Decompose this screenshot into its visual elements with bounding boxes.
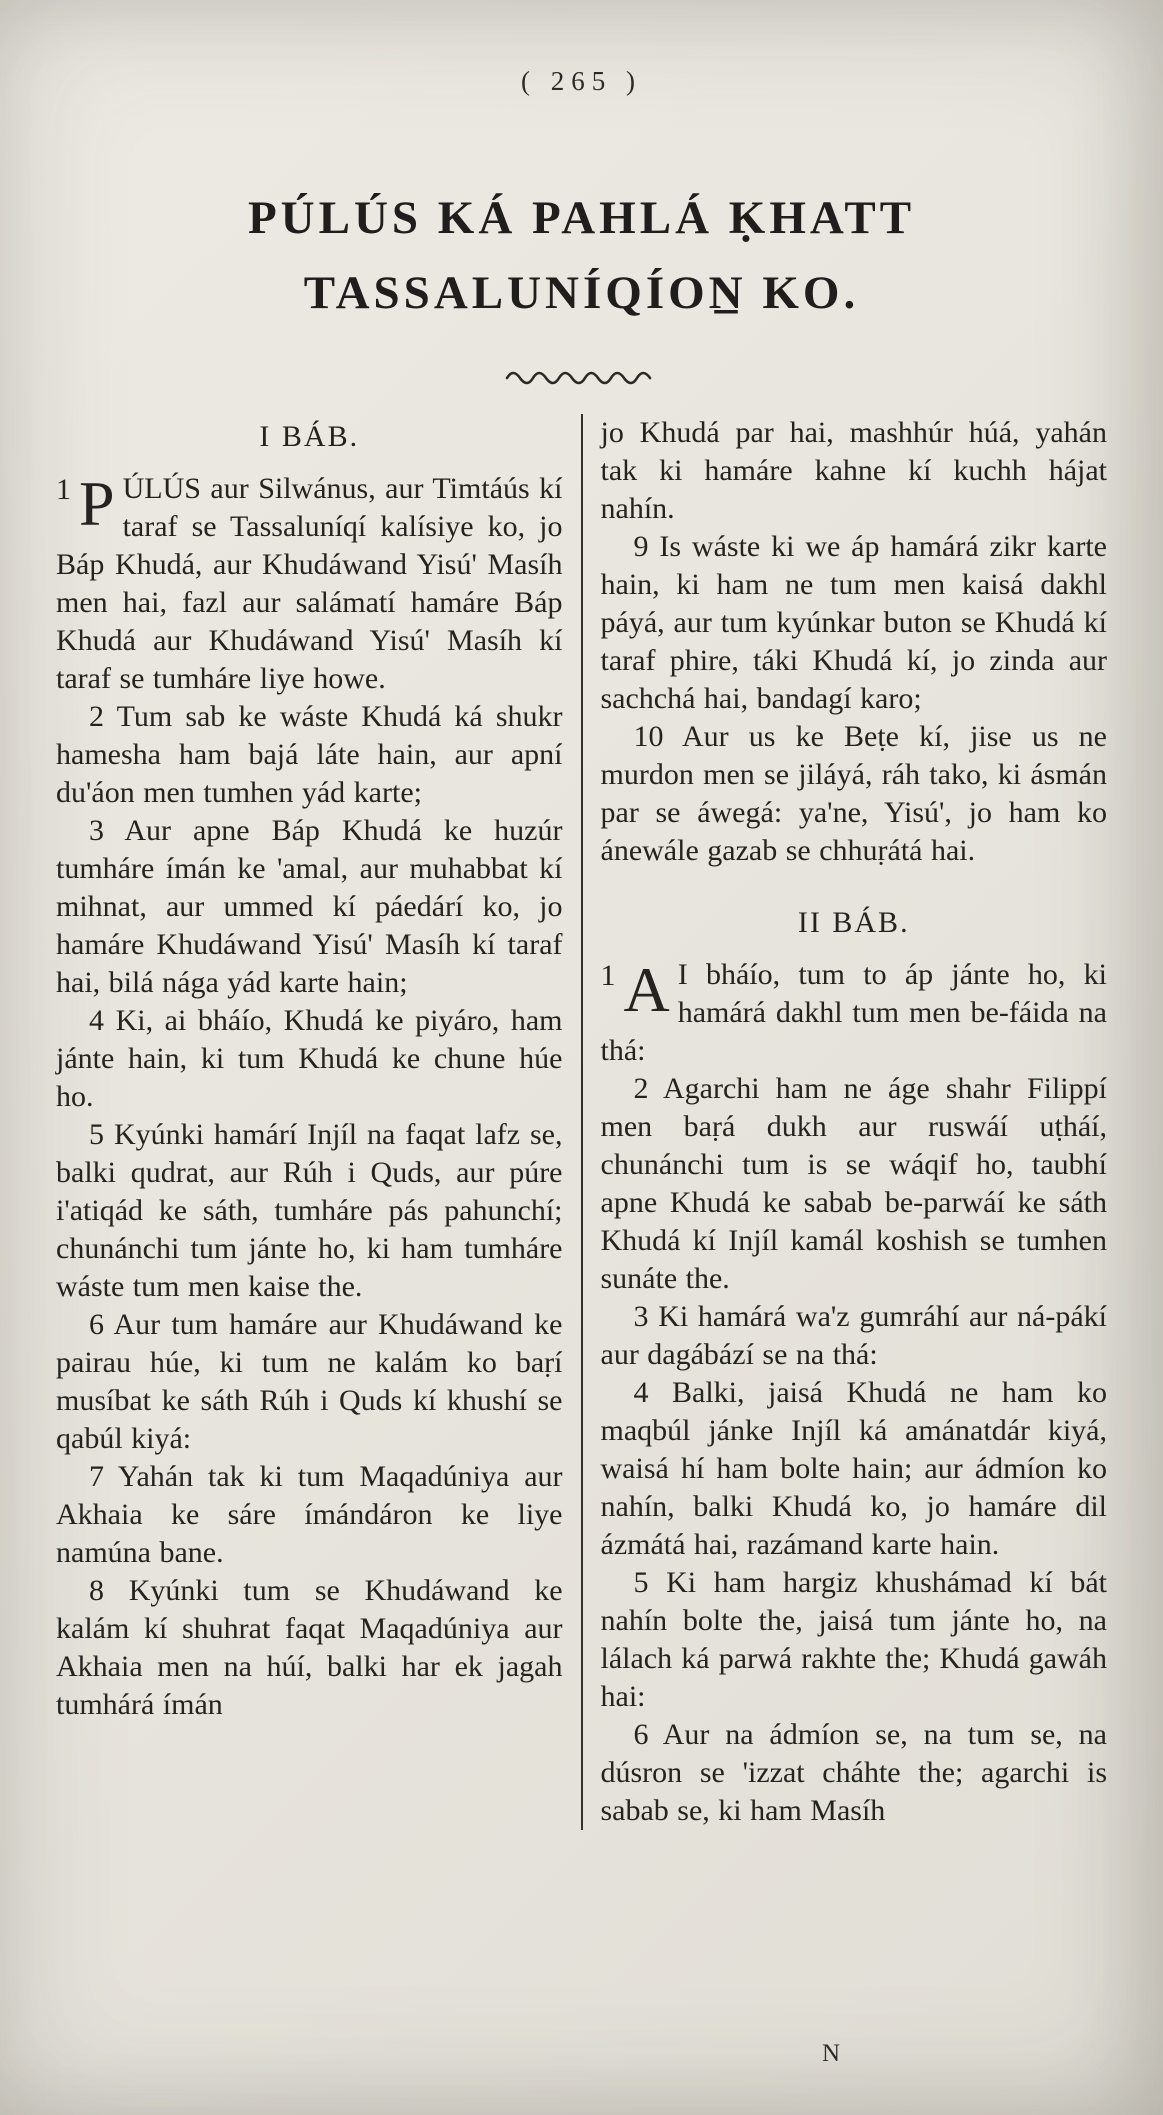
page-number: ( 265 ) (521, 66, 642, 96)
chapter-heading: I BÁB. (259, 420, 360, 454)
verse-number: 8 (89, 1574, 129, 1608)
verse-number: 2 (89, 700, 117, 734)
verse-number: 7 (89, 1460, 118, 1494)
verse-paragraph: 7 Yahán tak ki tum Maqadúniya aur Akhaia ke sáre ímándáron ke liye namúna bane. (56, 1460, 563, 1570)
verse-number: 9 (633, 530, 660, 564)
verse-paragraph: 5 Kyúnki hamárí Injíl na faqat lafz se, balki qudrat, aur Rúh i Quds, aur púre i'atiqád ke sáth, tumháre pás pahunchí; chunánchi tum jánte ho, ki ham tumháre wáste tum men kaise the. (56, 1118, 563, 1304)
chapter-heading: II BÁB. (797, 906, 910, 940)
verse-number: 1 (600, 959, 616, 993)
drop-cap (600, 954, 670, 1029)
drop-cap (56, 468, 115, 543)
verse-number: 2 (633, 1072, 663, 1106)
verse-number: 1 (56, 473, 71, 507)
verse-paragraph: 2 Tum sab ke wáste Khudá ká shukr hamesha ham bajá láte hain, aur apní du'áon men tumhen yád karte; (56, 700, 563, 810)
verse-number: 4 (633, 1376, 673, 1410)
decorative-squiggle-icon (504, 369, 660, 385)
verse-paragraph: 1 P ÚLÚS aur Silwánus, aur Timtáús kí taraf se Tassaluníqí kalísiye ko, jo Báp Khudá, aur Khudáwand Yisú' Masíh men hai, fazl aur salámatí hamáre Báp Khudá aur Khudáwand Yisú' Masíh kí taraf se tumháre liye howe. (56, 468, 563, 696)
verse-paragraph: 3 Aur apne Báp Khudá ke huzúr tumháre ímán ke 'amal, aur muhabbat kí mihnat, aur ummed kí páedárí ko, jo hamáre Khudáwand Yisú' Masíh kí taraf hai, bilá nága yád karte hain; (56, 814, 563, 1000)
verse-paragraph: 2 Agarchi ham ne áge shahr Filippí men baṛá dukh aur ruswáí uṭháí, chunánchi tum is se wáqif ho, taubhí apne Khudá ke sabab be-parwáí ke sáth Khudá kí Injíl kamál koshish se tumhen sunáte the. (600, 1072, 1107, 1296)
verse-paragraph: 6 Aur tum hamáre aur Khudáwand ke pairau húe, ki tum ne kalám ko baṛí musíbat ke sáth Rúh i Quds kí khushí se qabúl kiyá: (56, 1308, 563, 1456)
verse-paragraph: 10 Aur us ke Beṭe kí, jise us ne murdon men se jiláyá, ráh tako, ki ásmán par se áwegá: ya'ne, Yisú', jo ham ko ánewále gazab se chhuṛátá hai. (600, 720, 1107, 868)
verse-paragraph: 9 Is wáste ki we áp hamárá zikr karte hain, ki ham ne tum men kaisá dakhl páyá, aur tum kyúnkar buton se Khudá kí taraf phire, táki Khudá kí, jo zinda aur sachchá hai, bandagí karo; (600, 530, 1107, 716)
verse-number: 5 (633, 1566, 667, 1600)
text-columns (0, 414, 1163, 1830)
verse-continuation: jo Khudá par hai, mashhúr húá, yahán tak ki hamáre kahne kí kuchh hájat nahín. (600, 416, 1107, 526)
left-column (56, 414, 581, 1830)
verse-number: 3 (89, 814, 125, 848)
verse-paragraph: 6 Aur na ádmíon se, na tum se, na dúsron se 'izzat cháhte the; agarchi is sabab se, ki ham Masíh (600, 1718, 1107, 1828)
verse-paragraph: 4 Ki, ai bháío, Khudá ke piyáro, ham jánte hain, ki tum Khudá ke chune húe ho. (56, 1004, 563, 1114)
verse-number: 6 (89, 1308, 114, 1342)
verse-paragraph: 8 Kyúnki tum se Khudáwand ke kalám kí shuhrat faqat Maqadúniya aur Akhaia men na húí, balki har ek jagah tumhárá ímán (56, 1574, 563, 1722)
drop-cap-letter: A (623, 954, 670, 1026)
verse-paragraph: 1 A I bháío, tum to áp jánte ho, ki hamárá dakhl tum men be-fáida na thá: (600, 954, 1107, 1068)
verse-paragraph: 4 Balki, jaisá Khudá ne ham ko maqbúl jánke Injíl ká amánatdár kiyá, waisá hí ham bolte hain; aur ádmíon ko nahín, balki Khudá ko, jo hamáre dil ázmátá hai, razámand karte hain. (600, 1376, 1107, 1562)
title-line-1: PÚLÚS KÁ PAHLÁ ḲHATT (247, 192, 916, 244)
verse-paragraph: 3 Ki hamárá wa'z gumráhí aur ná-pákí aur dagábází se na thá: (600, 1300, 1107, 1372)
drop-cap-letter: P (79, 468, 115, 540)
verse-number: 10 (633, 720, 682, 754)
verse-paragraph: 5 Ki ham hargiz khushámad kí bát nahín bolte the, jaisá tum jánte ho, na lálach ká parwá rakhte the; Khudá gawáh hai: (600, 1566, 1107, 1714)
title-divider (0, 369, 1163, 390)
title-line-2: TASSALUNÍQÍON̲ KO. (303, 267, 860, 320)
page-title (0, 181, 1163, 331)
verse-number: 6 (633, 1718, 663, 1752)
verse-number: 4 (89, 1004, 116, 1038)
verse-number: 5 (89, 1118, 114, 1152)
verse-number: 3 (633, 1300, 659, 1334)
signature-mark: N (821, 2040, 841, 2067)
right-column (583, 414, 1108, 1830)
